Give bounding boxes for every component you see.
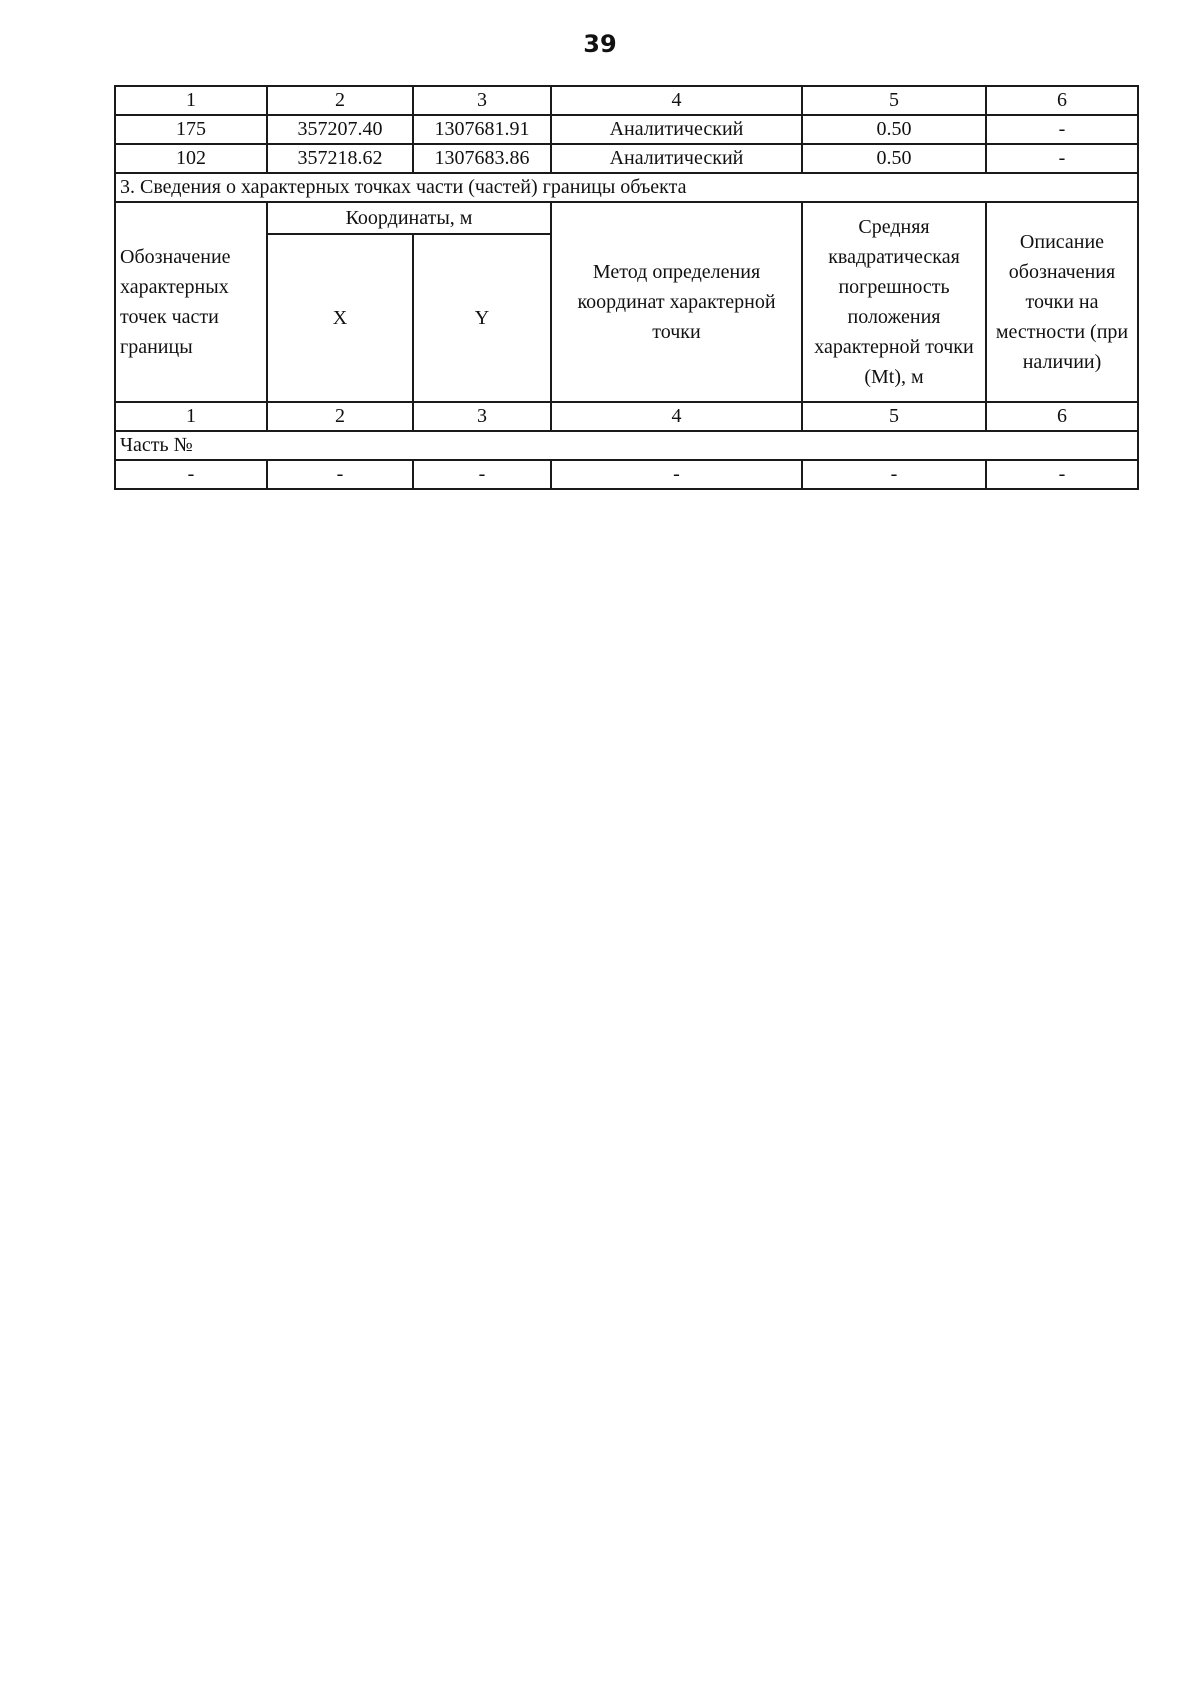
x-cell: 357207.40 — [267, 115, 413, 144]
table-row — [115, 460, 1138, 489]
empty-cell: - — [986, 460, 1138, 489]
section-title-row — [115, 173, 1138, 202]
coordinates-table — [114, 85, 1139, 490]
column-number-cell: 6 — [986, 402, 1138, 431]
method-cell: Аналитический — [551, 144, 802, 173]
empty-cell: - — [267, 460, 413, 489]
column-number-cell: 1 — [115, 402, 267, 431]
empty-cell: - — [802, 460, 986, 489]
empty-cell: - — [413, 460, 551, 489]
section-title: 3. Сведения о характерных точках части (частей) границы объекта — [115, 173, 1138, 202]
point-id-cell: 102 — [115, 144, 267, 173]
description-header: Описание обозначения точки на местности (при наличии) — [986, 202, 1138, 402]
x-header: X — [267, 234, 413, 402]
description-cell: - — [986, 115, 1138, 144]
method-cell: Аналитический — [551, 115, 802, 144]
error-cell: 0.50 — [802, 144, 986, 173]
coordinates-header: Координаты, м — [267, 202, 551, 234]
x-cell: 357218.62 — [267, 144, 413, 173]
table-row — [115, 115, 1138, 144]
error-cell: 0.50 — [802, 115, 986, 144]
column-number-cell: 6 — [986, 86, 1138, 115]
point-id-cell: 175 — [115, 115, 267, 144]
column-number-row — [115, 86, 1138, 115]
header-row — [115, 202, 1138, 234]
method-header: Метод определения координат характерной точки — [551, 202, 802, 402]
column-number-cell: 4 — [551, 402, 802, 431]
y-cell: 1307683.86 — [413, 144, 551, 173]
column-number-cell: 4 — [551, 86, 802, 115]
column-number-cell: 3 — [413, 86, 551, 115]
error-header: Средняя квадратическая погрешность положения характерной точки (Mt), м — [802, 202, 986, 402]
designation-header: Обозначение характерных точек части границы — [115, 202, 267, 402]
part-label-row — [115, 431, 1138, 460]
column-number-cell: 3 — [413, 402, 551, 431]
column-number-cell: 5 — [802, 402, 986, 431]
page-number: 39 — [583, 30, 617, 58]
column-number-row — [115, 402, 1138, 431]
y-cell: 1307681.91 — [413, 115, 551, 144]
y-header: Y — [413, 234, 551, 402]
empty-cell: - — [551, 460, 802, 489]
column-number-cell: 2 — [267, 86, 413, 115]
part-label: Часть № — [115, 431, 1138, 460]
description-cell: - — [986, 144, 1138, 173]
table-row — [115, 144, 1138, 173]
empty-cell: - — [115, 460, 267, 489]
column-number-cell: 5 — [802, 86, 986, 115]
column-number-cell: 1 — [115, 86, 267, 115]
column-number-cell: 2 — [267, 402, 413, 431]
